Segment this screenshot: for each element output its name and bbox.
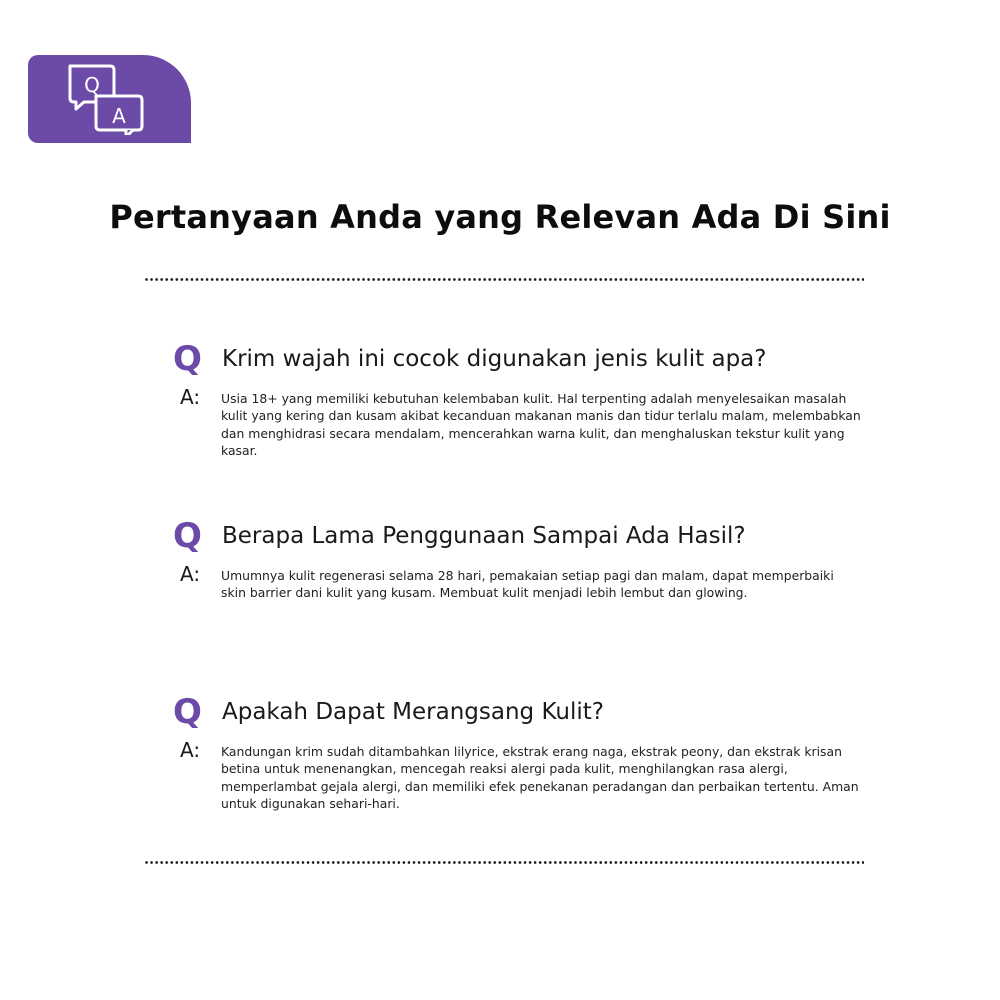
qa-badge (28, 55, 191, 143)
q-marker: Q (173, 692, 202, 732)
badge-q-letter: Q (84, 73, 100, 97)
faq-answer: Kandungan krim sudah ditambahkan lilyrice, ekstrak erang naga, ekstrak peony, dan ekstrak krisan betina untuk menenangkan, mencegah reaksi alergi pada kulit, menghilangkan rasa alergi, memperlambat gejala alergi, dan memiliki efek penekanan peradangan dan perbaikan tertentu. Aman untuk digunakan sehari-hari. (221, 744, 859, 811)
a-marker: A: (180, 385, 201, 409)
badge-a-letter: A (112, 104, 126, 128)
a-marker: A: (180, 738, 201, 762)
dotted-divider-top (144, 278, 864, 281)
faq-answer: Umumnya kulit regenerasi selama 28 hari, pemakaian setiap pagi dan malam, dapat memperbaiki skin barrier dani kulit yang kusam. Membuat kulit menjadi lebih lembut dan glowing. (221, 568, 834, 601)
q-marker: Q (173, 339, 202, 379)
page-title: Pertanyaan Anda yang Relevan Ada Di Sini (109, 198, 891, 236)
faq-question: Berapa Lama Penggunaan Sampai Ada Hasil? (222, 523, 746, 549)
faq-question: Krim wajah ini cocok digunakan jenis kulit apa? (222, 346, 767, 372)
faq-answer: Usia 18+ yang memiliki kebutuhan kelembaban kulit. Hal terpenting adalah menyelesaikan masalah kulit yang kering dan kusam akibat kecanduan makanan manis dan tidur terlalu malam, melembabkan dan menghidrasi secara mendalam, mencerahkan warna kulit, dan menghaluskan tekstur kulit yang kasar. (221, 391, 861, 458)
qa-chat-icon (66, 63, 176, 135)
q-marker: Q (173, 516, 202, 556)
faq-question: Apakah Dapat Merangsang Kulit? (222, 699, 604, 725)
a-marker: A: (180, 562, 201, 586)
dotted-divider-bottom (144, 861, 864, 864)
